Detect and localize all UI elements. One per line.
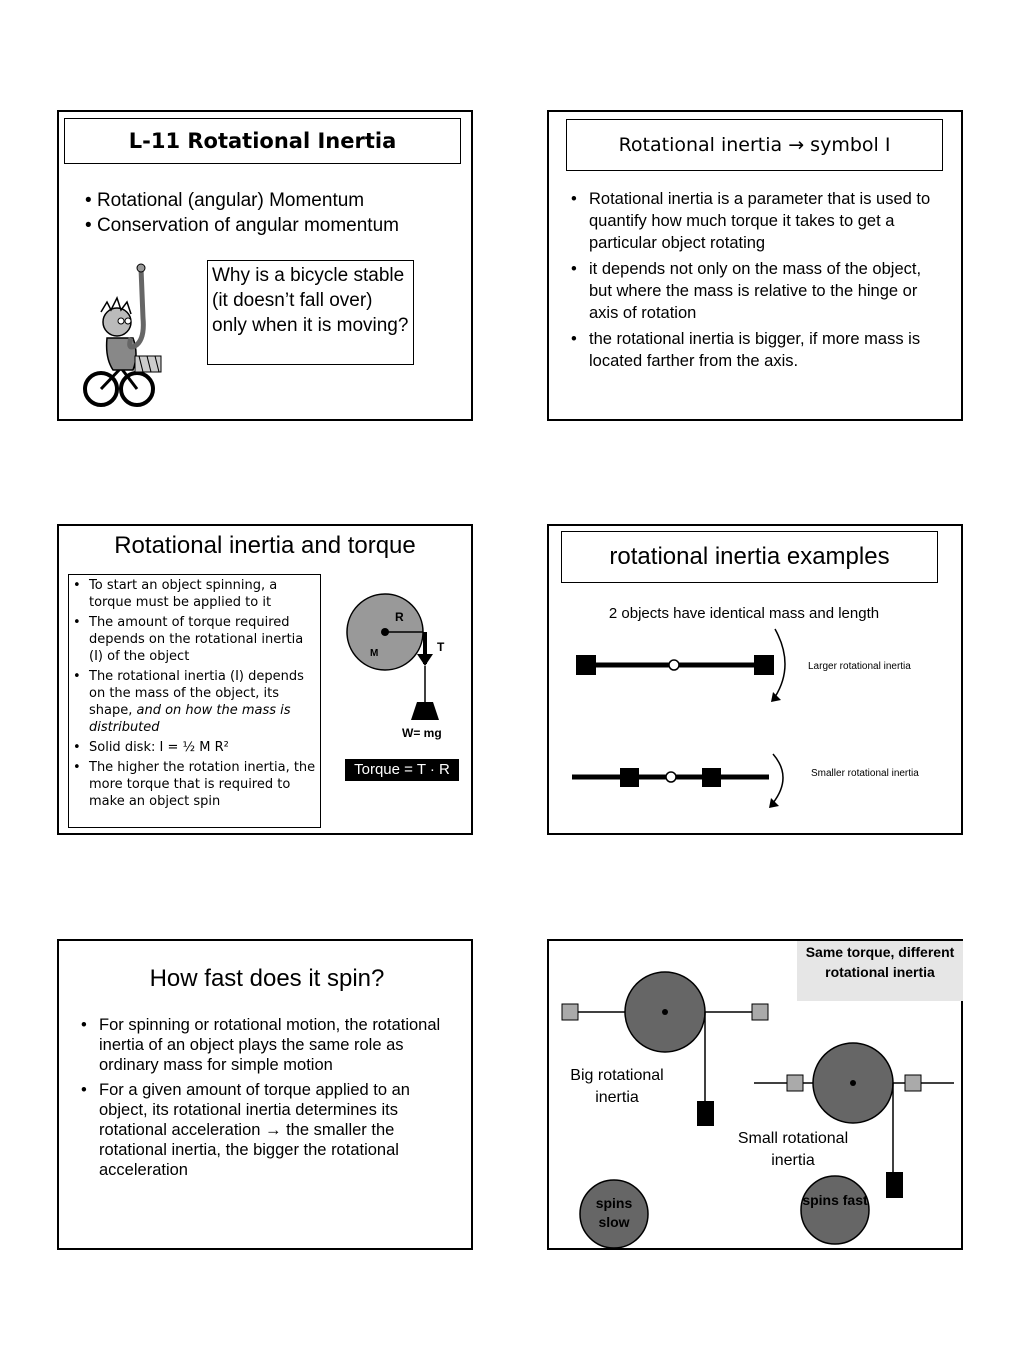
spins-fast-label: spins fast (802, 1192, 868, 1208)
slide-4 (547, 524, 963, 835)
rods-diagram (549, 526, 961, 837)
label-big-inertia: Big rotational inertia (570, 1067, 664, 1106)
label-smaller: Smaller rotational inertia (811, 768, 919, 779)
slide-2 (547, 110, 963, 421)
title-text: rotational inertia examples (609, 543, 890, 570)
bullet-item: • For a given amount of torque applied to an object, its rotational inertia determines its rotational acceleration → the smaller the rotational inertia, the bigger the rotational acceleration (81, 1081, 410, 1179)
bullet-list (85, 188, 465, 238)
label-small-inertia: Small rotational inertia (737, 1130, 849, 1169)
title-text: L-11 Rotational Inertia (128, 129, 397, 153)
bullet-item: • The amount of torque required depends on the rotational inertia (I) of the object (73, 615, 304, 664)
question-text: Why is a bicycle stable (it doesn’t fall over) only when it is moving? (212, 265, 409, 336)
bullet-list (81, 1015, 457, 1180)
label-r: R (395, 610, 404, 624)
label-t: T (437, 640, 445, 654)
bullet-item: • Conservation of angular momentum (85, 215, 399, 236)
bullet-item: • the rotational inertia is bigger, if more mass is located farther from the axis. (571, 330, 921, 370)
slide-1 (57, 110, 473, 421)
bullet-item: • it depends not only on the mass of the object, but where the mass is relative to the hinge or axis of rotation (571, 260, 922, 322)
title-text: Rotational inertia → symbol I (618, 134, 891, 156)
slide-title (566, 119, 943, 171)
bullet-box (68, 574, 321, 828)
slide-6 (547, 939, 963, 1250)
bullet-item: • Rotational inertia is a parameter that is used to quantify how much torque it takes to get a particular object rotating (571, 190, 931, 252)
bullet-item: • Rotational (angular) Momentum (85, 190, 365, 211)
disk-torque-diagram (339, 594, 479, 784)
torque-label: Torque = T · R (345, 759, 459, 781)
slide-title: How fast does it spin? (149, 965, 385, 992)
label-larger: Larger rotational inertia (808, 661, 911, 672)
cartoon-girl-bicycle-saxophone-icon (77, 258, 177, 408)
bullet-item: • Solid disk: I = ½ M R² (73, 740, 229, 755)
label-m: M (370, 648, 379, 659)
slide-title (64, 118, 461, 164)
bullet-item: • The rotational inertia (I) depends on the mass of the object, its shape, and on how the mass is distributed (73, 669, 304, 735)
slide-3 (57, 524, 473, 835)
header-text: Same torque, different rotational inertia (805, 944, 955, 980)
subtitle: 2 objects have identical mass and length (608, 605, 880, 622)
bullet-item: • For spinning or rotational motion, the rotational inertia of an object plays the same role as ordinary mass for simple motion (81, 1016, 441, 1074)
spins-slow-label: spins slow (595, 1195, 633, 1230)
slide-title: Rotational inertia and torque (114, 532, 416, 559)
bullet-list (571, 188, 946, 372)
slide-5 (57, 939, 473, 1250)
bullet-item: • To start an object spinning, a torque must be applied to it (73, 578, 278, 610)
bullet-item: • The higher the rotation inertia, the more torque that is required to make an object spin (73, 760, 316, 809)
bullet-list (73, 577, 316, 810)
question-box (207, 260, 414, 365)
label-w: W= mg (402, 726, 442, 740)
